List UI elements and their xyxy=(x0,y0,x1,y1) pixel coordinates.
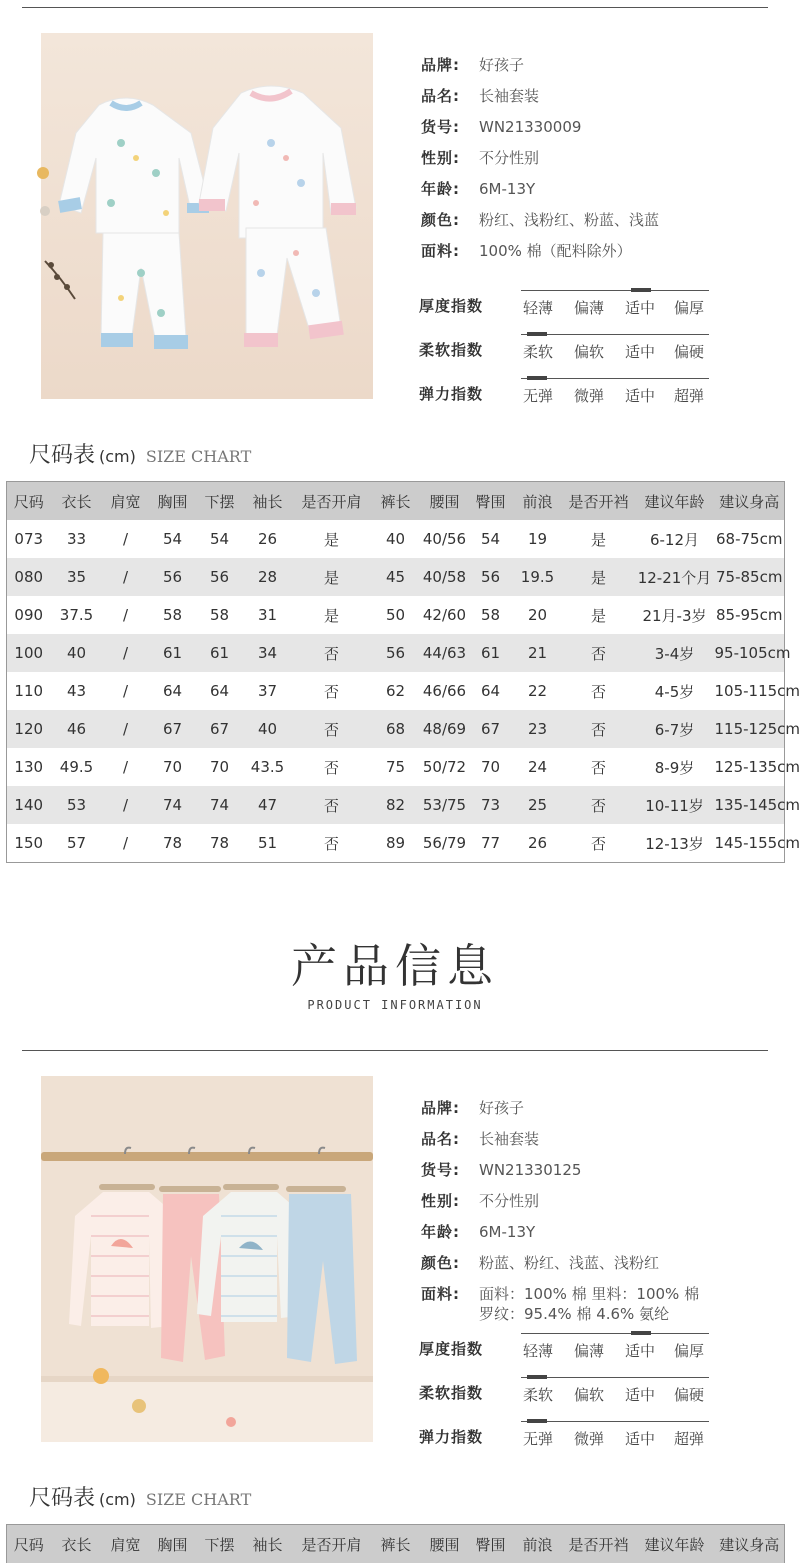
table-cell: 68-75cm xyxy=(715,520,785,558)
table-cell: 70 xyxy=(149,748,197,786)
spec-color: 颜色: 粉红、浅粉红、粉蓝、浅蓝 xyxy=(421,205,659,236)
table-cell: 74 xyxy=(197,786,243,824)
spec-brand: 品牌: 好孩子 xyxy=(421,50,659,81)
index-marker xyxy=(527,376,547,380)
table-cell: 否 xyxy=(563,710,635,748)
table-cell: 145-155cm xyxy=(715,824,785,863)
table-cell: 19 xyxy=(513,520,563,558)
table-cell: 61 xyxy=(197,634,243,672)
column-header: 肩宽 xyxy=(103,482,149,521)
index-marker xyxy=(631,1331,651,1335)
table-cell: 43.5 xyxy=(243,748,293,786)
table-cell: 是 xyxy=(563,520,635,558)
column-header: 衣长 xyxy=(51,1525,103,1563)
column-header: 胸围 xyxy=(149,1525,197,1563)
section-divider xyxy=(22,1050,768,1051)
table-cell: 22 xyxy=(513,672,563,710)
table-cell: 否 xyxy=(293,634,371,672)
table-cell: 70 xyxy=(469,748,513,786)
table-cell: 56 xyxy=(469,558,513,596)
column-header: 前浪 xyxy=(513,482,563,521)
table-cell: 125-135cm xyxy=(715,748,785,786)
table-cell: 56 xyxy=(371,634,421,672)
column-header: 下摆 xyxy=(197,1525,243,1563)
table-cell: 74 xyxy=(149,786,197,824)
table-cell: 23 xyxy=(513,710,563,748)
table-cell: 50/72 xyxy=(421,748,469,786)
table-cell: 50 xyxy=(371,596,421,634)
table-row xyxy=(7,634,785,672)
table-row xyxy=(7,558,785,596)
hanging-pajamas-illustration-2 xyxy=(41,1076,373,1442)
index-marker xyxy=(527,1375,547,1379)
table-cell: 140 xyxy=(7,786,51,824)
spec-fabric: 面料: 面料：100% 棉 里料：100% 棉 罗纹：95.4% 棉 4.6% 氨纶 xyxy=(421,1279,699,1324)
spec-list-1 xyxy=(421,50,659,267)
table-header-row xyxy=(7,1525,785,1563)
softness-index-2: 柔软指数 柔软 偏软 适中 偏硬 xyxy=(419,1382,719,1412)
index-scale-line xyxy=(521,1333,709,1334)
table-cell: 44/63 xyxy=(421,634,469,672)
column-header: 裤长 xyxy=(371,1525,421,1563)
index-marker xyxy=(527,1419,547,1423)
index-scale-line xyxy=(521,378,709,379)
table-cell: 42/60 xyxy=(421,596,469,634)
table-cell: 105-115cm xyxy=(715,672,785,710)
table-cell: 115-125cm xyxy=(715,710,785,748)
table-cell: 是 xyxy=(293,596,371,634)
table-cell: 否 xyxy=(293,824,371,863)
column-header: 袖长 xyxy=(243,482,293,521)
table-cell: / xyxy=(103,520,149,558)
column-header: 是否开肩 xyxy=(293,1525,371,1563)
table-cell: 67 xyxy=(197,710,243,748)
table-cell: 53 xyxy=(51,786,103,824)
table-cell: 135-145cm xyxy=(715,786,785,824)
table-cell: 37 xyxy=(243,672,293,710)
table-cell: 54 xyxy=(197,520,243,558)
column-header: 建议身高 xyxy=(715,1525,785,1563)
pajama-set-illustration-1 xyxy=(41,33,373,399)
index-scale-line xyxy=(521,1421,709,1422)
table-cell: 28 xyxy=(243,558,293,596)
table-cell: 3-4岁 xyxy=(635,634,715,672)
table-cell: / xyxy=(103,672,149,710)
table-cell: 否 xyxy=(293,748,371,786)
column-header: 裤长 xyxy=(371,482,421,521)
table-cell: 45 xyxy=(371,558,421,596)
table-cell: 25 xyxy=(513,786,563,824)
table-cell: 20 xyxy=(513,596,563,634)
column-header: 建议年龄 xyxy=(635,1525,715,1563)
table-cell: 否 xyxy=(563,786,635,824)
table-cell: 6-7岁 xyxy=(635,710,715,748)
table-cell: 073 xyxy=(7,520,51,558)
table-cell: 否 xyxy=(563,634,635,672)
index-scale-line xyxy=(521,334,709,335)
column-header: 袖长 xyxy=(243,1525,293,1563)
table-cell: 6-12月 xyxy=(635,520,715,558)
table-cell: 33 xyxy=(51,520,103,558)
table-cell: / xyxy=(103,786,149,824)
table-cell: / xyxy=(103,748,149,786)
table-cell: 56 xyxy=(197,558,243,596)
table-cell: 40 xyxy=(243,710,293,748)
table-cell: 24 xyxy=(513,748,563,786)
table-cell: 090 xyxy=(7,596,51,634)
column-header: 建议年龄 xyxy=(635,482,715,521)
table-cell: 35 xyxy=(51,558,103,596)
table-cell: / xyxy=(103,634,149,672)
table-cell: 31 xyxy=(243,596,293,634)
table-cell: 78 xyxy=(197,824,243,863)
table-row xyxy=(7,520,785,558)
table-cell: 是 xyxy=(293,520,371,558)
spec-item-number: 货号: WN21330009 xyxy=(421,112,659,143)
column-header: 臀围 xyxy=(469,1525,513,1563)
spec-item-number: 货号: WN21330125 xyxy=(421,1155,699,1186)
table-cell: 75 xyxy=(371,748,421,786)
spec-list-2 xyxy=(421,1093,699,1324)
table-cell: 19.5 xyxy=(513,558,563,596)
column-header: 尺码 xyxy=(7,1525,51,1563)
index-scale-line xyxy=(521,290,709,291)
column-header: 是否开裆 xyxy=(563,1525,635,1563)
table-cell: 95-105cm xyxy=(715,634,785,672)
table-cell: 53/75 xyxy=(421,786,469,824)
size-table-1 xyxy=(6,481,785,863)
table-cell: 10-11岁 xyxy=(635,786,715,824)
column-header: 下摆 xyxy=(197,482,243,521)
table-cell: 否 xyxy=(293,672,371,710)
product-photo-1 xyxy=(41,33,373,399)
top-divider xyxy=(22,7,768,8)
table-cell: 64 xyxy=(469,672,513,710)
table-cell: 150 xyxy=(7,824,51,863)
column-header: 肩宽 xyxy=(103,1525,149,1563)
table-cell: 37.5 xyxy=(51,596,103,634)
spec-gender: 性别: 不分性别 xyxy=(421,1186,699,1217)
table-cell: 080 xyxy=(7,558,51,596)
column-header: 尺码 xyxy=(7,482,51,521)
table-cell: 34 xyxy=(243,634,293,672)
table-cell: 12-13岁 xyxy=(635,824,715,863)
table-cell: 56/79 xyxy=(421,824,469,863)
table-cell: 否 xyxy=(563,672,635,710)
table-row xyxy=(7,748,785,786)
column-header: 是否开裆 xyxy=(563,482,635,521)
spec-product-name: 品名: 长袖套装 xyxy=(421,1124,699,1155)
table-cell: 100 xyxy=(7,634,51,672)
column-header: 臀围 xyxy=(469,482,513,521)
table-cell: 4-5岁 xyxy=(635,672,715,710)
table-cell: 26 xyxy=(243,520,293,558)
table-cell: 120 xyxy=(7,710,51,748)
table-cell: 21月-3岁 xyxy=(635,596,715,634)
table-cell: 67 xyxy=(149,710,197,748)
table-cell: 否 xyxy=(563,748,635,786)
table-cell: 62 xyxy=(371,672,421,710)
table-cell: / xyxy=(103,710,149,748)
table-cell: 130 xyxy=(7,748,51,786)
column-header: 是否开肩 xyxy=(293,482,371,521)
elasticity-index-1: 弹力指数 无弹 微弹 适中 超弹 xyxy=(419,383,719,413)
size-chart-title-1: 尺码表 (cm) SIZE CHART xyxy=(29,438,251,469)
product-photo-2 xyxy=(41,1076,373,1442)
elasticity-index-2: 弹力指数 无弹 微弹 适中 超弹 xyxy=(419,1426,719,1456)
table-cell: 否 xyxy=(293,786,371,824)
table-cell: 77 xyxy=(469,824,513,863)
table-cell: 54 xyxy=(149,520,197,558)
spec-fabric: 面料: 100% 棉（配料除外） xyxy=(421,236,659,267)
table-cell: 是 xyxy=(563,558,635,596)
table-cell: 82 xyxy=(371,786,421,824)
table-cell: 56 xyxy=(149,558,197,596)
index-marker xyxy=(631,288,651,292)
table-cell: 54 xyxy=(469,520,513,558)
table-row xyxy=(7,672,785,710)
table-cell: 58 xyxy=(197,596,243,634)
table-cell: 否 xyxy=(563,824,635,863)
table-cell: 是 xyxy=(293,558,371,596)
table-cell: 49.5 xyxy=(51,748,103,786)
spec-age: 年龄: 6M-13Y xyxy=(421,174,659,205)
column-header: 衣长 xyxy=(51,482,103,521)
table-cell: 40 xyxy=(371,520,421,558)
index-scale-line xyxy=(521,1377,709,1378)
table-cell: 否 xyxy=(293,710,371,748)
table-cell: 58 xyxy=(149,596,197,634)
spec-gender: 性别: 不分性别 xyxy=(421,143,659,174)
table-cell: 48/69 xyxy=(421,710,469,748)
column-header: 腰围 xyxy=(421,1525,469,1563)
table-row xyxy=(7,710,785,748)
table-cell: / xyxy=(103,596,149,634)
table-cell: 是 xyxy=(563,596,635,634)
table-cell: 75-85cm xyxy=(715,558,785,596)
fabric-line-1: 面料：100% 棉 里料：100% 棉 xyxy=(479,1285,699,1303)
softness-index-1: 柔软指数 柔软 偏软 适中 偏硬 xyxy=(419,339,719,369)
thickness-index-1: 厚度指数 轻薄 偏薄 适中 偏厚 xyxy=(419,295,719,325)
table-cell: 61 xyxy=(149,634,197,672)
table-cell: 40/58 xyxy=(421,558,469,596)
column-header: 建议身高 xyxy=(715,482,785,521)
fabric-line-2: 罗纹：95.4% 棉 4.6% 氨纶 xyxy=(479,1305,669,1323)
table-cell: / xyxy=(103,824,149,863)
table-cell: 89 xyxy=(371,824,421,863)
table-header-row xyxy=(7,482,785,521)
spec-color: 颜色: 粉蓝、粉红、浅蓝、浅粉红 xyxy=(421,1248,699,1279)
table-row xyxy=(7,596,785,634)
table-cell: 85-95cm xyxy=(715,596,785,634)
column-header: 胸围 xyxy=(149,482,197,521)
size-chart-title-2: 尺码表 (cm) SIZE CHART xyxy=(29,1481,251,1512)
table-cell: 61 xyxy=(469,634,513,672)
size-table-2 xyxy=(6,1524,785,1563)
table-cell: 67 xyxy=(469,710,513,748)
table-row xyxy=(7,824,785,863)
table-cell: 110 xyxy=(7,672,51,710)
table-cell: 47 xyxy=(243,786,293,824)
table-cell: 46/66 xyxy=(421,672,469,710)
table-cell: 8-9岁 xyxy=(635,748,715,786)
table-cell: 64 xyxy=(197,672,243,710)
table-cell: 78 xyxy=(149,824,197,863)
table-cell: 40 xyxy=(51,634,103,672)
column-header: 前浪 xyxy=(513,1525,563,1563)
table-cell: 51 xyxy=(243,824,293,863)
thickness-index-2: 厚度指数 轻薄 偏薄 适中 偏厚 xyxy=(419,1338,719,1368)
table-cell: 58 xyxy=(469,596,513,634)
column-header: 腰围 xyxy=(421,482,469,521)
table-cell: 21 xyxy=(513,634,563,672)
table-cell: 46 xyxy=(51,710,103,748)
table-cell: 12-21个月 xyxy=(635,558,715,596)
spec-age: 年龄: 6M-13Y xyxy=(421,1217,699,1248)
table-cell: 40/56 xyxy=(421,520,469,558)
index-marker xyxy=(527,332,547,336)
spec-brand: 品牌: 好孩子 xyxy=(421,1093,699,1124)
table-cell: 57 xyxy=(51,824,103,863)
product-info-heading: 产品信息 PRODUCT INFORMATION xyxy=(0,930,790,1012)
table-cell: 64 xyxy=(149,672,197,710)
table-cell: / xyxy=(103,558,149,596)
table-cell: 73 xyxy=(469,786,513,824)
table-cell: 26 xyxy=(513,824,563,863)
table-cell: 43 xyxy=(51,672,103,710)
table-cell: 68 xyxy=(371,710,421,748)
table-row xyxy=(7,786,785,824)
table-cell: 70 xyxy=(197,748,243,786)
spec-product-name: 品名: 长袖套装 xyxy=(421,81,659,112)
